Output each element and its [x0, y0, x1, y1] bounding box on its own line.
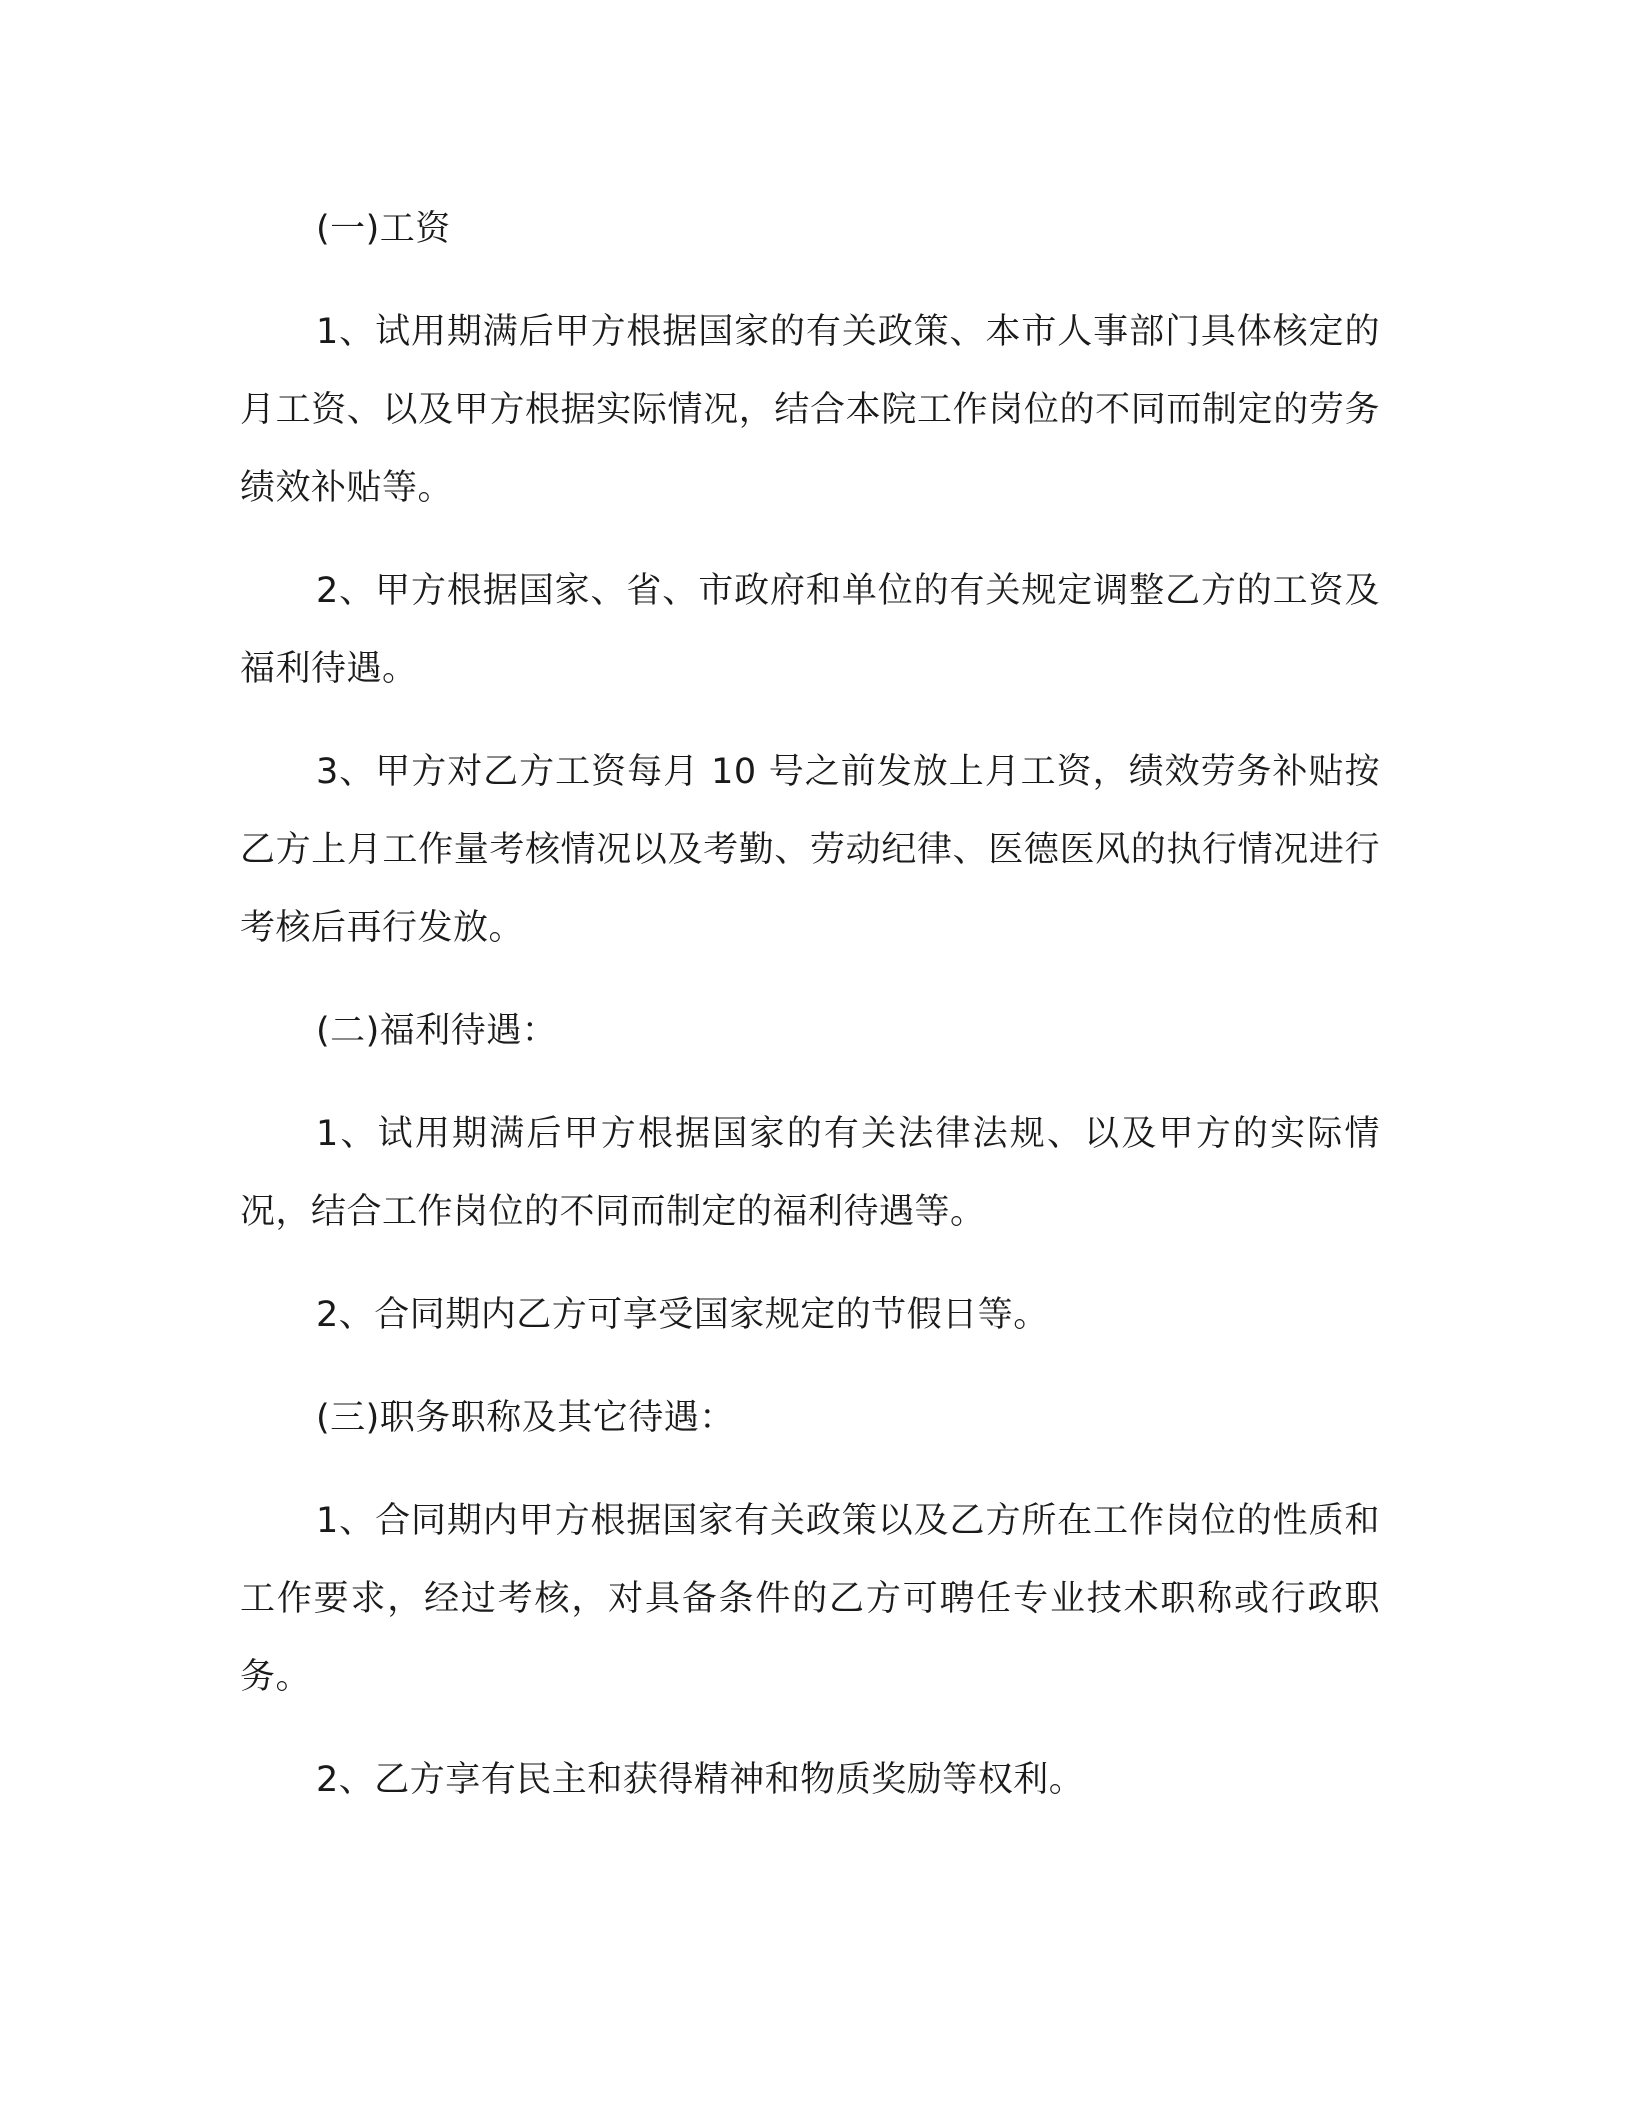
- salary-clause-2: 2、甲方根据国家、省、市政府和单位的有关规定调整乙方的工资及福利待遇。: [240, 571, 1380, 689]
- section-heading-welfare: (二)福利待遇：: [316, 1011, 558, 1051]
- salary-clause-3: 3、甲方对乙方工资每月 10 号之前发放上月工资，绩效劳务补贴按乙方上月工作量考核情况以及考勤、劳动纪律、医德医风的执行情况进行考核后再行发放。: [240, 752, 1380, 948]
- title-clause-1: 1、合同期内甲方根据国家有关政策以及乙方所在工作岗位的性质和工作要求，经过考核，对具备条件的乙方可聘任专业技术职称或行政职务。: [240, 1501, 1380, 1697]
- section-heading-salary: (一)工资: [316, 209, 451, 249]
- salary-clause-1: 1、试用期满后甲方根据国家的有关政策、本市人事部门具体核定的月工资、以及甲方根据实际情况，结合本院工作岗位的不同而制定的劳务绩效补贴等。: [240, 312, 1380, 508]
- section-heading-title-and-other: (三)职务职称及其它待遇：: [316, 1398, 735, 1438]
- welfare-clause-2: 2、合同期内乙方可享受国家规定的节假日等。: [316, 1295, 1049, 1335]
- document-body: [240, 190, 1380, 1844]
- title-clause-2: 2、乙方享有民主和获得精神和物质奖励等权利。: [316, 1760, 1085, 1800]
- welfare-clause-1: 1、试用期满后甲方根据国家的有关法律法规、以及甲方的实际情况，结合工作岗位的不同而制定的福利待遇等。: [240, 1114, 1380, 1232]
